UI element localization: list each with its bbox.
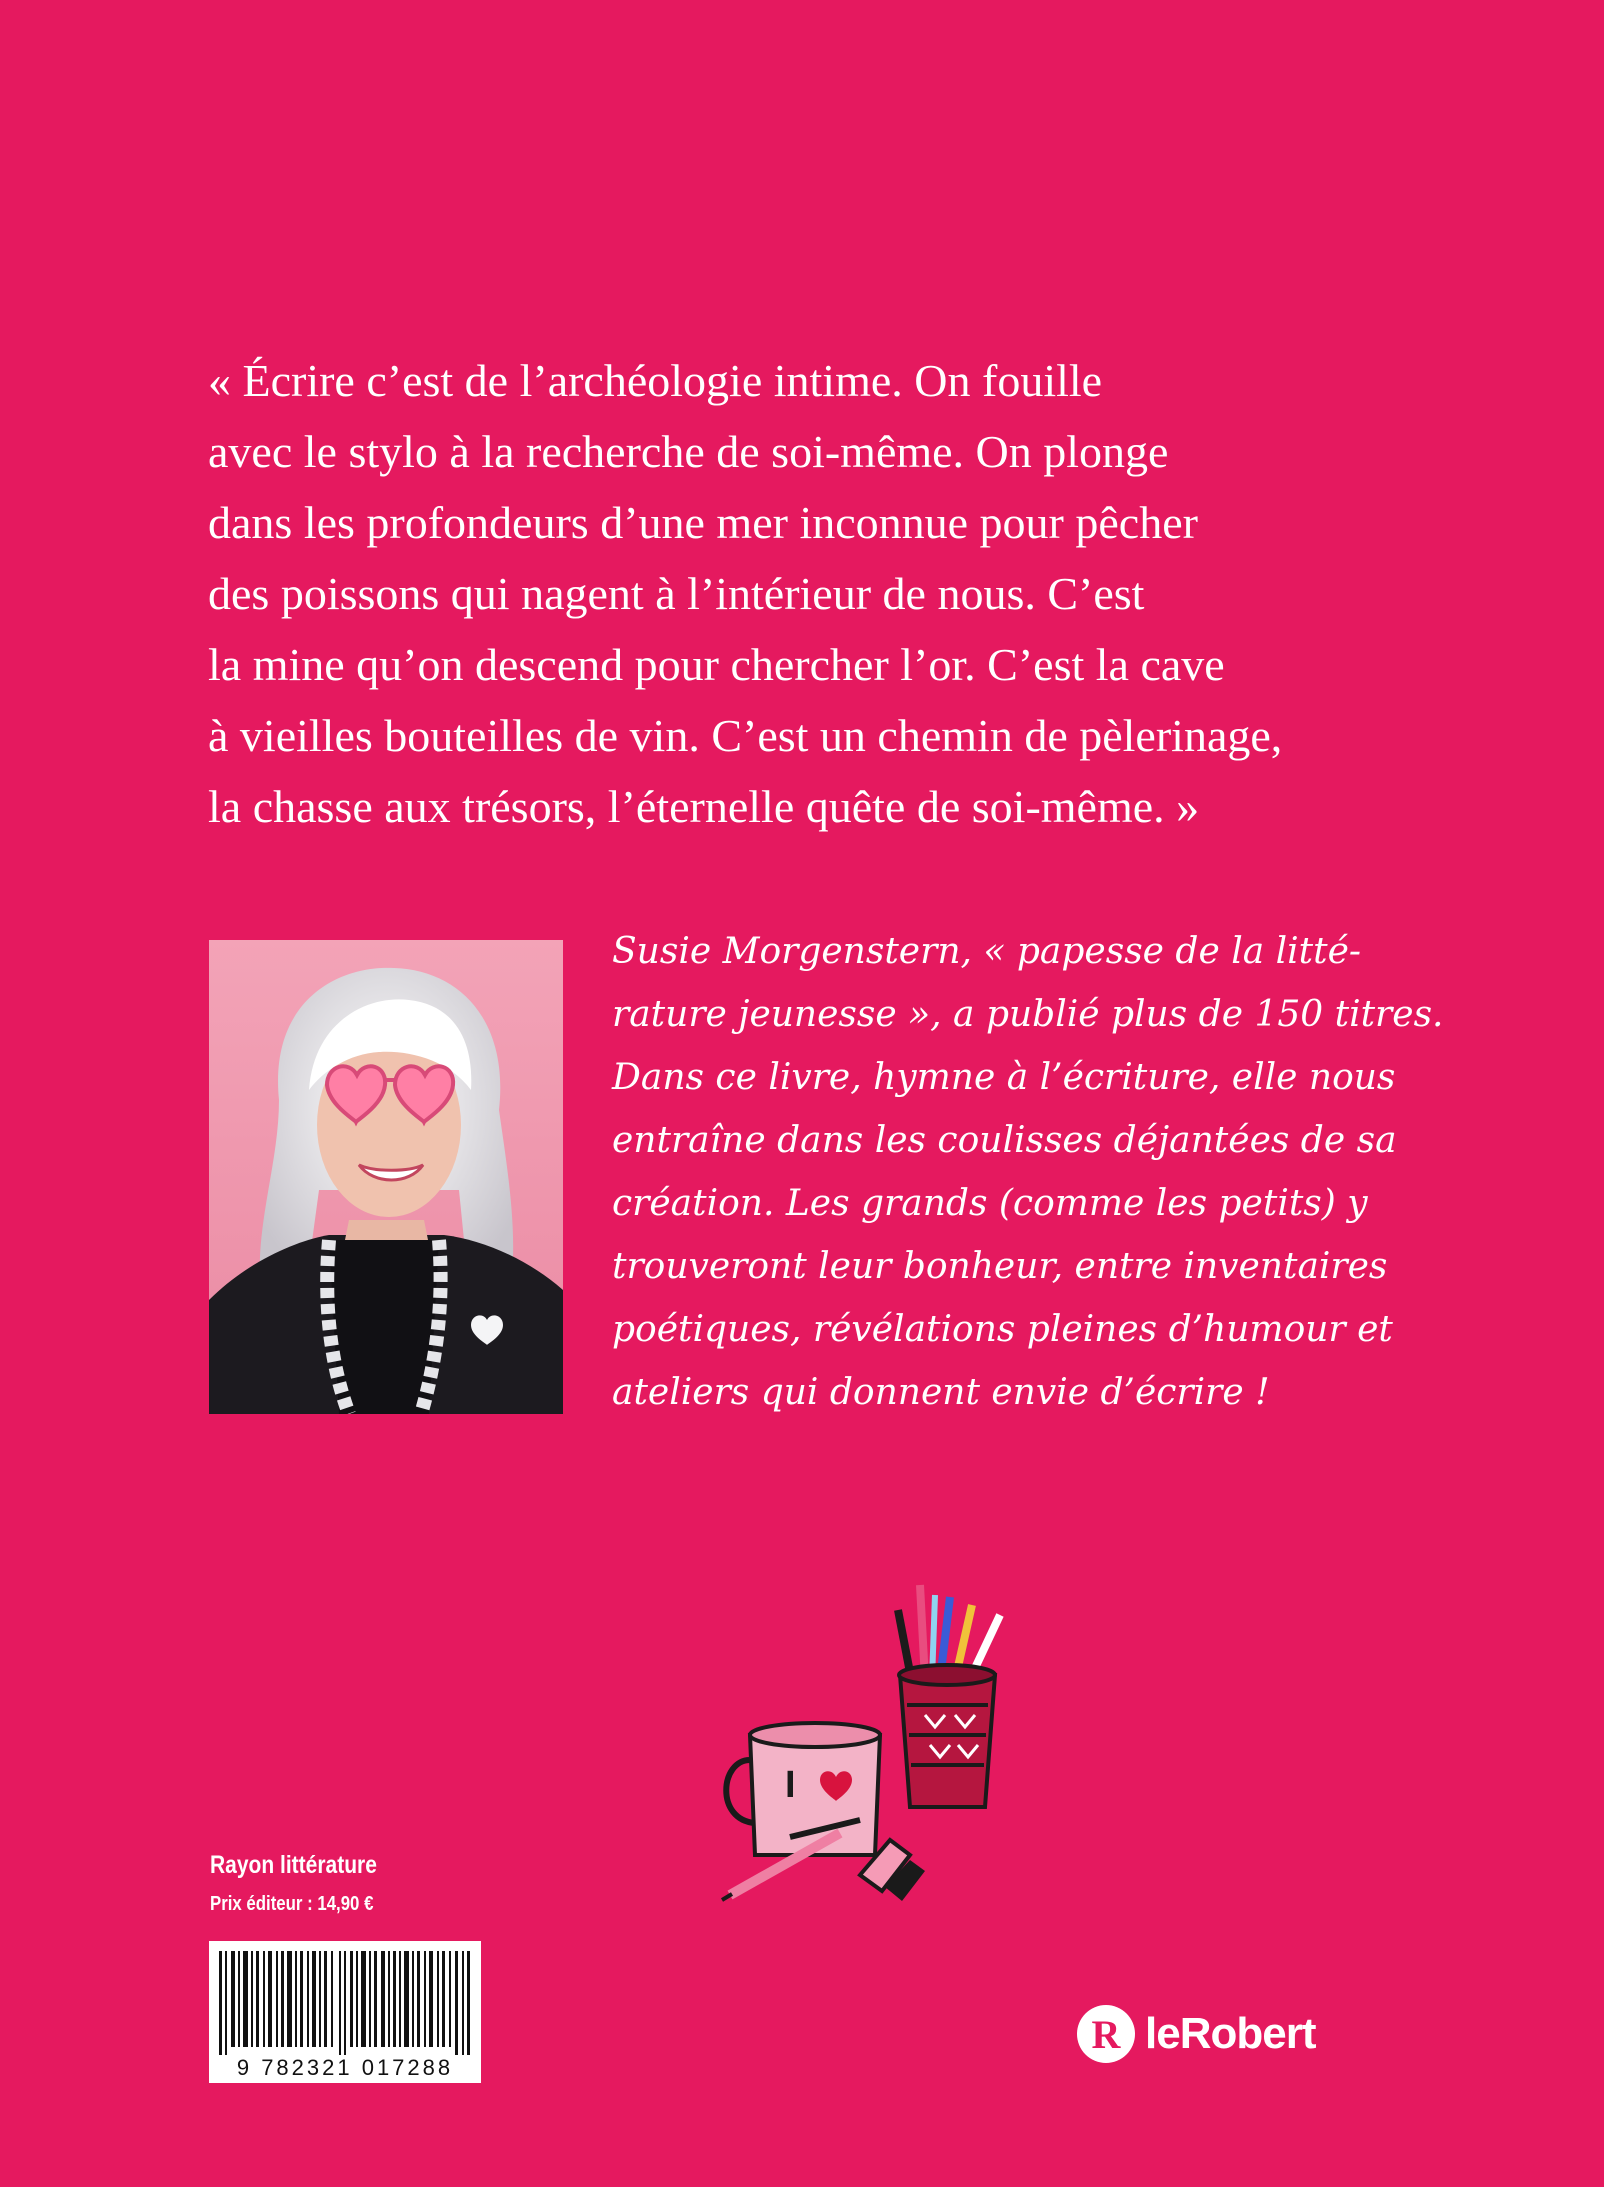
bio-line: rature jeunesse », a publié plus de 150 titres. [612, 994, 1444, 1035]
bio-line: Dans ce livre, hymne à l’écriture, elle nous [612, 1057, 1396, 1098]
quote-line: avec le stylo à la recherche de soi-même. On plonge [208, 426, 1169, 477]
back-cover-quote [208, 345, 1408, 842]
quote-line: dans les profondeurs d’une mer inconnue pour pêcher [208, 497, 1198, 548]
author-photo [209, 940, 563, 1414]
isbn-number: 9 782321 017288 [236, 2055, 454, 2080]
price-label: Prix éditeur : 14,90 € [210, 1893, 374, 1915]
quote-line: à vieilles bouteilles de vin. C’est un chemin de pèlerinage, [208, 710, 1283, 761]
publisher-logo [1077, 2004, 1315, 2064]
mug-pencil-cup-pens-illustration [710, 1575, 1030, 1915]
bio-line: Susie Morgenstern, « papesse de la litté- [612, 931, 1362, 972]
svg-text:I: I [785, 1764, 796, 1806]
bio-line: poétiques, révélations pleines d’humour et [612, 1309, 1393, 1350]
barcode-bars [219, 1951, 471, 2055]
shelf-label: Rayon littérature [210, 1851, 377, 1879]
bio-line: ateliers qui donnent envie d’écrire ! [612, 1372, 1270, 1413]
bio-line: création. Les grands (comme les petits) y [612, 1183, 1368, 1224]
quote-line: la chasse aux trésors, l’éternelle quête de soi-même. » [208, 781, 1200, 832]
bio-line: entraîne dans les coulisses déjantées de sa [612, 1120, 1397, 1161]
author-bio [612, 920, 1444, 1424]
quote-line: des poissons qui nagent à l’intérieur de nous. C’est [208, 568, 1145, 619]
quote-line: « Écrire c’est de l’archéologie intime. On fouille [208, 355, 1103, 406]
publisher-name: leRobert [1145, 2009, 1316, 2058]
le-robert-logo: R [1077, 2005, 1135, 2063]
bio-line: trouveront leur bonheur, entre inventaires [612, 1246, 1388, 1287]
quote-line: la mine qu’on descend pour chercher l’or. C’est la cave [208, 639, 1225, 690]
isbn-barcode [209, 1941, 481, 2083]
